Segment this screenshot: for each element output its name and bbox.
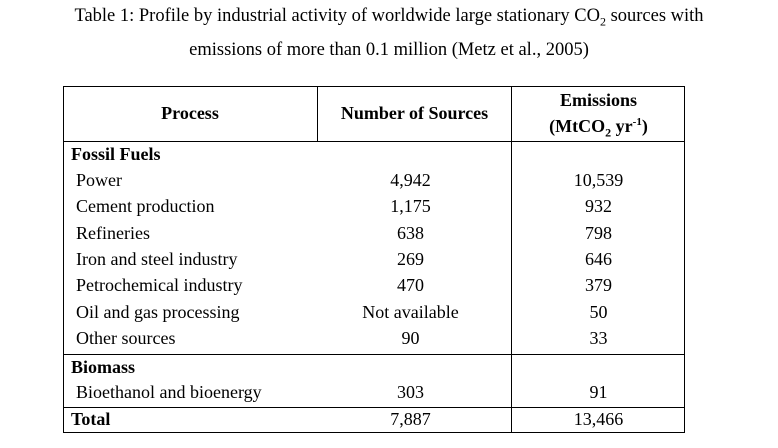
table-caption-line2: emissions of more than 0.1 million (Metz et al., 2005) [189,40,589,60]
group-label-fossil-fuels: Fossil Fuels [71,144,161,164]
table-row-emissions: 10,539 [573,170,624,190]
table-row-sources: 4,942 [390,170,431,190]
table-row-emissions: 91 [589,382,608,402]
table-row-label: Petrochemical industry [76,275,243,295]
table-row-label: Iron and steel industry [76,249,238,269]
table-row-sources: 269 [397,249,424,269]
table-row-label: Power [76,170,122,190]
table-row-sources: 638 [397,223,424,243]
table-row-sources: 90 [401,328,420,348]
table-bottom-border [63,432,685,433]
table-row-label: Bioethanol and bioenergy [76,382,262,402]
table-caption-line1: Table 1: Profile by industrial activity of worldwide large stationary $CO_2$ sources with [74,6,704,29]
header-emissions: Emissions [559,90,638,110]
total-sources: 7,887 [390,409,431,429]
table-row-emissions: 50 [589,302,608,322]
group-label-biomass: Biomass [71,357,136,377]
table-row-sources: 470 [397,275,424,295]
table-row-emissions: 379 [585,275,612,295]
total-emissions: 13,466 [573,409,624,429]
table-top-border [63,86,685,87]
table-row-label: Other sources [76,328,176,348]
table-row-label: Refineries [76,223,150,243]
biomass-total-divider [63,407,685,408]
header-number-of-sources: Number of Sources [340,103,489,123]
header-divider [63,141,685,142]
emissions-table [63,86,685,433]
header-emissions-unit: (MtCO$_2$ $yr^{-1}$) [549,116,648,140]
table-row-emissions: 798 [585,223,612,243]
table-left-border [63,86,64,433]
header-process: Process [161,103,219,123]
table-row-sources: 1,175 [390,196,431,216]
fossil-biomass-divider [63,354,685,355]
table-row-label: Oil and gas processing [76,302,240,322]
table-row-emissions: 932 [585,196,612,216]
table-row-sources: 303 [397,382,424,402]
total-label: Total [71,409,111,429]
table-row-emissions: 33 [589,328,608,348]
table-row-sources: Not available [362,302,459,322]
table-row-label: Cement production [76,196,215,216]
table-row-emissions: 646 [585,249,612,269]
